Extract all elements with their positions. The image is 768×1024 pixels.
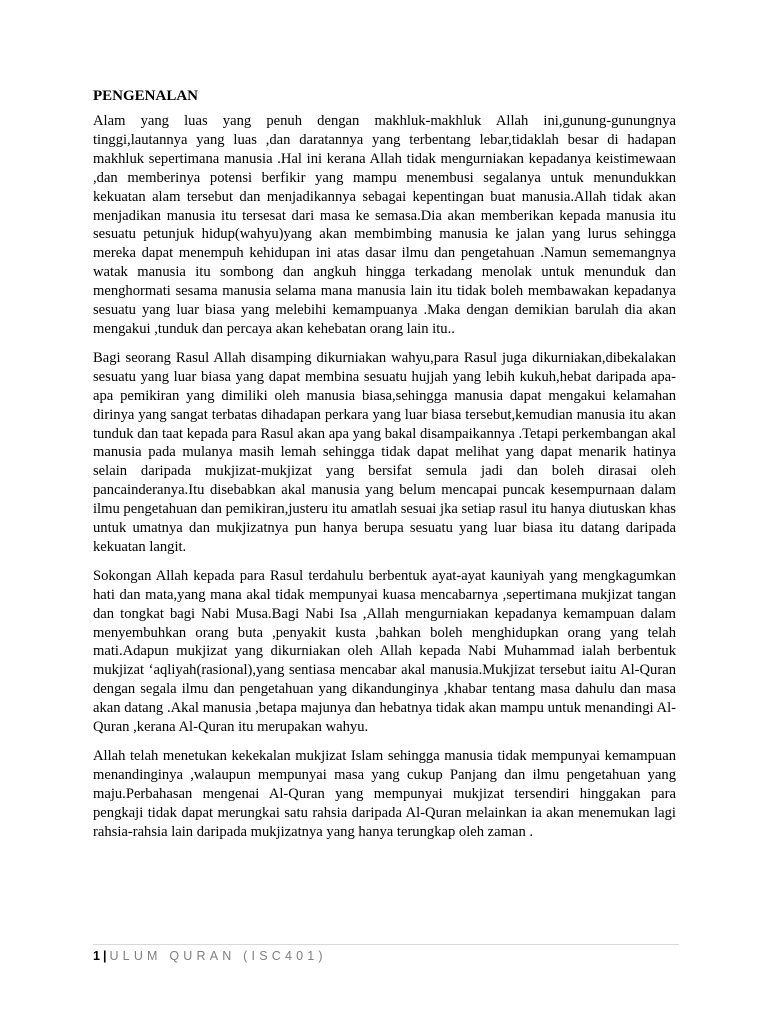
course-title: ULUM QURAN (ISC401) xyxy=(109,949,327,963)
page-number: 1 xyxy=(93,949,100,963)
page-footer xyxy=(93,948,327,964)
document-body xyxy=(93,86,676,852)
section-heading: PENGENALAN xyxy=(93,88,199,104)
paragraph-4: Allah telah menetukan kekekalan mukjizat Islam sehingga manusia tidak mempunyai kemampuan menandinginya ,walaupun mempunyai masa yang cukup Panjang dan ilmu pengetahuan yang maju.Perbahasan mengenai Al-Quran yang mempunyai mukjizat tersendiri hinggakan para pengkaji tidak dapat merungkai satu rahsia daripada Al-Quran melainkan ia akan menemukan lagi rahsia-rahsia lain daripada mukjizatnya yang hanya terungkap oleh zaman . xyxy=(93,748,676,840)
paragraph-1: Alam yang luas yang penuh dengan makhluk-makhluk Allah ini,gunung-gunungnya tinggi,lautannya yang luas ,dan daratannya yang terbentang lebar,tidaklah besar di hadapan makhluk sepertimana manusia .Hal ini kerana Allah tidak mengurniakan kepadanya keistimewaan ,dan memberinya potensi berfikir yang mampu menembusi segalanya untuk menundukkan kekuatan alam tersebut dan menjadikannya sebagai kepentingan buat manusia.Allah tidak akan menjadikan manusia itu tersesat dari masa ke semasa.Dia akan memberikan kepada manusia itu sesuatu petunjuk hidup(wahyu)yang akan membimbing manusia ke jalan yang lurus sehingga mereka dapat menempuh kehidupan ini atas dasar ilmu dan pengetahuan .Namun sememangnya watak manusia itu sombong dan angkuh hingga terkadang menolak untuk menunduk dan menghormati sesama manusia selama mana manusia lain itu tidak boleh membawakan kepadanya sesuatu yang luar biasa yang melebihi kemampuanya .Maka dengan demikian barulah dia akan mengakui ,tunduk dan percaya akan kehebatan orang lain itu.. xyxy=(93,113,676,337)
paragraph-2: Bagi seorang Rasul Allah disamping dikurniakan wahyu,para Rasul juga dikurniakan,dibekalakan sesuatu yang luar biasa yang dapat membina sesuatu hujjah yang lebih kukuh,hebat daripada apa-apa pemikiran yang dimiliki oleh manusia biasa,sehingga manusia dapat mengakui kelamahan dirinya yang sangat terbatas dihadapan perkara yang luar biasa tersebut,kemudian manusia itu akan tunduk dan taat kepada para Rasul akan apa yang bakal disampaikannya .Tetapi perkembangan akal manusia pada mulanya masih lemah sehingga tidak dapat melihat yang dapat menarik hatinya selain daripada mukjizat-mukjizat yang bersifat semula jadi dan boleh dirasai oleh pancainderanya.Itu disebabkan akal manusia yang belum mencapai puncak kesempurnaan dalam ilmu pengetahuan dan pemikiran,justeru itu amatlah sesuai jka setiap rasul itu hanya diutuskan khas untuk umatnya dan mukjizatnya pun hanya berupa sesuatu yang luar biasa itu datang daripada kekuatan langit. xyxy=(93,349,676,555)
footer-divider xyxy=(93,944,679,945)
footer-separator: | xyxy=(102,949,107,963)
paragraph-3: Sokongan Allah kepada para Rasul terdahulu berbentuk ayat-ayat kauniyah yang mengkagumkan hati dan mata,yang mana akal tidak mempunyai kuasa mencabarnya ,sepertimana mukjizat tangan dan tongkat bagi Nabi Musa.Bagi Nabi Isa ,Allah mengurniakan kepadanya kemampuan dalam menyembuhkan orang buta ,penyakit kusta ,bahkan boleh menghidupkan orang yang telah mati.Adapun mukjizat yang dikurniakan oleh Allah kepada Nabi Muhammad ialah berbentuk mukjizat ‘aqliyah(rasional),yang sentiasa mencabar akal manusia.Mukjizat tersebut iaitu Al-Quran dengan segala ilmu dan pengetahuan yang dikandunginya ,khabar tentang masa dahulu dan masa akan datang .Akal manusia ,betapa majunya dan hebatnya tidak akan mampu untuk menandingi Al-Quran ,kerana Al-Quran itu merupakan wahyu. xyxy=(93,567,676,736)
